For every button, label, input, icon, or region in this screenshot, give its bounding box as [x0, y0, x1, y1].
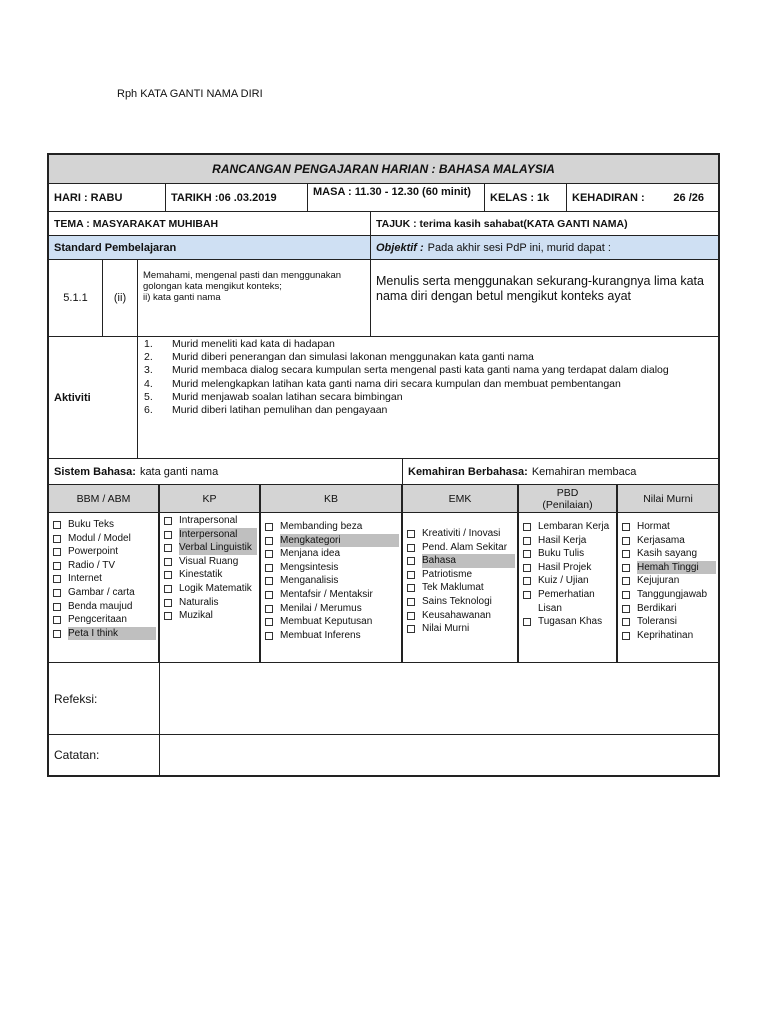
standard-objektif-row — [49, 260, 718, 337]
checkbox-icon[interactable] — [407, 557, 415, 565]
objektif-label: Objektif : — [376, 241, 424, 254]
checkbox-icon[interactable] — [622, 632, 630, 640]
nilai-option[interactable] — [622, 574, 716, 588]
checkbox-icon[interactable] — [164, 612, 172, 620]
kp-list — [164, 514, 257, 623]
checkbox-icon[interactable] — [523, 577, 531, 585]
checkbox-icon[interactable] — [265, 550, 273, 558]
bbm-option-label: Internet — [68, 573, 102, 585]
pbd-option[interactable] — [523, 574, 614, 588]
kb-option[interactable] — [265, 629, 399, 643]
kb-list — [265, 520, 399, 642]
checkbox-icon[interactable] — [53, 575, 61, 583]
info-row — [49, 184, 718, 212]
kb-option-label: Mentafsir / Mentaksir — [280, 588, 373, 600]
kehadiran-label: KEHADIRAN : — [572, 191, 645, 204]
bbm-option[interactable] — [53, 600, 156, 614]
kb-option[interactable] — [265, 574, 399, 588]
bbm-option[interactable] — [53, 559, 156, 573]
hari-cell: HARI : RABU — [49, 184, 166, 211]
tema-row — [49, 212, 718, 236]
aktiviti-step-text: Murid diberi penerangan dan simulasi lakonan menggunakan kata ganti nama — [172, 351, 534, 364]
tema-cell: TEMA : MASYARAKAT MUHIBAH — [49, 212, 371, 235]
checkbox-icon[interactable] — [53, 603, 61, 611]
kp-option[interactable] — [164, 555, 257, 569]
kp-option[interactable] — [164, 541, 257, 555]
pbd-option-label: Kuiz / Ujian — [538, 575, 589, 587]
emk-option[interactable] — [407, 541, 515, 555]
checkbox-icon[interactable] — [622, 618, 630, 626]
pbd-column — [519, 513, 618, 662]
aktiviti-step-text: Murid diberi latihan pemulihan dan pengayaan — [172, 404, 388, 417]
kb-option[interactable] — [265, 547, 399, 561]
catatan-row — [49, 735, 718, 775]
pbd-option[interactable] — [523, 561, 614, 575]
kp-option[interactable] — [164, 596, 257, 610]
bbm-option-label: Peta I think — [68, 627, 156, 641]
checkbox-icon[interactable] — [164, 517, 172, 525]
kp-option[interactable] — [164, 582, 257, 596]
emk-option-label: Keusahawanan — [422, 609, 491, 621]
pbd-option-label: Pemerhatian Lisan — [538, 588, 595, 614]
kp-option-label: Kinestatik — [179, 569, 223, 581]
sistem-kemahiran-row — [49, 459, 718, 485]
nilai-option-label: Kerjasama — [637, 534, 685, 546]
document-title: Rph KATA GANTI NAMA DIRI — [117, 88, 263, 100]
pbd-option[interactable] — [523, 534, 614, 548]
emk-option[interactable] — [407, 568, 515, 582]
emk-option-label: Pend. Alam Sekitar — [422, 541, 508, 553]
checkbox-icon[interactable] — [407, 571, 415, 579]
pbd-option-label: Lembaran Kerja — [538, 521, 610, 532]
category-header-row — [49, 485, 718, 513]
form-header — [49, 155, 718, 184]
category-emk: EMK — [403, 485, 519, 512]
checkbox-icon[interactable] — [622, 577, 630, 585]
kp-option[interactable] — [164, 528, 257, 542]
checkbox-icon[interactable] — [164, 531, 172, 539]
bbm-option[interactable] — [53, 545, 156, 559]
form-header-title: RANCANGAN PENGAJARAN HARIAN : BAHASA MALAYSIA — [212, 162, 555, 176]
emk-option-label: Nilai Murni — [422, 623, 470, 635]
sistem-bahasa-label: Sistem Bahasa: — [54, 465, 136, 478]
checkbox-icon[interactable] — [523, 591, 531, 599]
bbm-option-label: Benda maujud — [68, 600, 133, 612]
aktiviti-step — [144, 351, 712, 364]
kp-column — [160, 513, 261, 662]
aktiviti-step — [144, 338, 712, 351]
kb-column — [261, 513, 403, 662]
kb-option[interactable] — [265, 615, 399, 629]
nilai-option[interactable] — [622, 561, 716, 575]
emk-option-label: Bahasa — [422, 554, 515, 568]
bbm-option[interactable] — [53, 613, 156, 627]
checkbox-icon[interactable] — [523, 550, 531, 558]
checklist-row — [49, 513, 718, 663]
aktiviti-list-cell — [138, 337, 718, 458]
standard-label: Standard Pembelajaran — [49, 236, 371, 259]
checkbox-icon[interactable] — [407, 544, 415, 552]
kp-option-label: Naturalis — [179, 596, 219, 608]
checkbox-icon[interactable] — [164, 571, 172, 579]
emk-option-label: Tek Maklumat — [422, 582, 484, 594]
nilai-option-label: Tanggungjawab — [637, 588, 708, 600]
checkbox-icon[interactable] — [53, 589, 61, 597]
nilai-option[interactable] — [622, 547, 716, 561]
pbd-option[interactable] — [523, 615, 614, 629]
nilai-murni-column — [618, 513, 718, 662]
checkbox-icon[interactable] — [407, 598, 415, 606]
nilai-option-label: Hemah Tinggi — [637, 561, 716, 575]
aktiviti-step — [144, 391, 712, 404]
checkbox-icon[interactable] — [622, 564, 630, 572]
emk-option-label: Sains Teknologi — [422, 595, 492, 607]
checkbox-icon[interactable] — [164, 585, 172, 593]
aktiviti-row — [49, 337, 718, 459]
kb-option-label: Menganalisis — [280, 575, 339, 587]
checkbox-icon[interactable] — [523, 618, 531, 626]
kp-option-label: Logik Matematik — [179, 582, 252, 594]
kp-option[interactable] — [164, 514, 257, 528]
bbm-option[interactable] — [53, 586, 156, 600]
tajuk-cell: TAJUK : terima kasih sahabat(KATA GANTI NAMA) — [376, 217, 628, 230]
checkbox-icon[interactable] — [164, 544, 172, 552]
category-nilai-murni: Nilai Murni — [618, 485, 718, 512]
nilai-option-label: Toleransi — [637, 616, 678, 628]
bbm-option[interactable] — [53, 572, 156, 586]
refleksi-field[interactable] — [160, 663, 718, 734]
checkbox-icon[interactable] — [622, 591, 630, 599]
kp-option-label: Verbal Linguistik — [179, 541, 257, 555]
aktiviti-label: Aktiviti — [49, 337, 138, 458]
pbd-option[interactable] — [523, 547, 614, 561]
kp-option[interactable] — [164, 609, 257, 623]
checkbox-icon[interactable] — [523, 537, 531, 545]
checkbox-icon[interactable] — [622, 550, 630, 558]
nilai-murni-list — [622, 520, 716, 642]
checkbox-icon[interactable] — [53, 548, 61, 556]
checkbox-icon[interactable] — [53, 562, 61, 570]
nilai-option-label: Hormat — [637, 521, 670, 532]
pbd-option[interactable] — [523, 520, 614, 534]
nilai-option-label: Keprihatinan — [637, 629, 694, 641]
bbm-option[interactable] — [53, 532, 156, 546]
aktiviti-step — [144, 378, 712, 391]
aktiviti-step-number: 4. — [144, 377, 153, 390]
refleksi-label: Refeksi: — [49, 663, 160, 734]
sistem-bahasa-cell — [49, 459, 403, 484]
bbm-option-label: Pengceritaan — [68, 614, 127, 626]
refleksi-row — [49, 663, 718, 735]
kb-option-label: Mengkategori — [280, 534, 399, 548]
kb-option-label: Membuat Inferens — [280, 629, 361, 641]
checkbox-icon[interactable] — [407, 612, 415, 620]
aktiviti-step-text: Murid menjawab soalan latihan secara bimbingan — [172, 390, 403, 403]
checkbox-icon[interactable] — [53, 535, 61, 543]
standard-objektif-header — [49, 236, 718, 260]
sp-text: Memahami, mengenal pasti dan menggunakan golongan kata mengikut konteks; ii) kata ganti nama — [138, 260, 371, 336]
emk-option-label: Kreativiti / Inovasi — [422, 528, 501, 539]
kb-option-label: Membanding beza — [280, 521, 363, 532]
checkbox-icon[interactable] — [622, 537, 630, 545]
nilai-option[interactable] — [622, 615, 716, 629]
emk-option[interactable] — [407, 554, 515, 568]
checkbox-icon[interactable] — [622, 605, 630, 613]
aktiviti-list — [144, 338, 712, 417]
emk-option-label: Patriotisme — [422, 568, 473, 580]
emk-option[interactable] — [407, 622, 515, 636]
category-kb: KB — [261, 485, 403, 512]
lesson-plan-form — [47, 153, 720, 777]
kelas-cell: KELAS : 1k — [485, 184, 567, 211]
checkbox-icon[interactable] — [53, 616, 61, 624]
checkbox-icon[interactable] — [265, 577, 273, 585]
aktiviti-step — [144, 364, 712, 377]
emk-option[interactable] — [407, 581, 515, 595]
checkbox-icon[interactable] — [265, 632, 273, 640]
kp-option-label: Visual Ruang — [179, 555, 239, 567]
kemahiran-label: Kemahiran Berbahasa: — [408, 465, 528, 478]
kp-option[interactable] — [164, 568, 257, 582]
masa-cell: MASA : 11.30 - 12.30 (60 minit) — [308, 184, 485, 211]
kb-option[interactable] — [265, 588, 399, 602]
kemahiran-cell — [403, 459, 718, 484]
bbm-option-label: Buku Teks — [68, 519, 114, 530]
category-bbm: BBM / ABM — [49, 485, 160, 512]
kb-option[interactable] — [265, 534, 399, 548]
kehadiran-cell — [567, 184, 718, 211]
objektif-intro: Pada akhir sesi PdP ini, murid dapat : — [427, 241, 611, 254]
aktiviti-step-number: 5. — [144, 390, 153, 403]
pbd-option-label: Hasil Kerja — [538, 534, 587, 546]
checkbox-icon[interactable] — [265, 605, 273, 613]
bbm-option-label: Gambar / carta — [68, 586, 135, 598]
checkbox-icon[interactable] — [523, 564, 531, 572]
checkbox-icon[interactable] — [164, 558, 172, 566]
checkbox-icon[interactable] — [265, 591, 273, 599]
nilai-option[interactable] — [622, 602, 716, 616]
objektif-text: Menulis serta menggunakan sekurang-kurangnya lima kata nama diri dengan betul mengikut konteks ayat — [376, 274, 704, 303]
emk-option[interactable] — [407, 595, 515, 609]
catatan-field[interactable] — [160, 735, 718, 775]
category-pbd: PBD (Penilaian) — [519, 485, 618, 512]
bbm-option[interactable] — [53, 518, 156, 532]
catatan-label: Catatan: — [49, 735, 160, 775]
aktiviti-step-text: Murid melengkapkan latihan kata ganti nama diri secara kumpulan dan membuat pembentangan — [172, 377, 621, 390]
emk-option[interactable] — [407, 609, 515, 623]
checkbox-icon[interactable] — [53, 630, 61, 638]
pbd-option-label: Buku Tulis — [538, 548, 585, 560]
nilai-option[interactable] — [622, 629, 716, 643]
aktiviti-step-number: 1. — [144, 338, 153, 350]
pbd-option[interactable] — [523, 588, 614, 615]
kb-option[interactable] — [265, 602, 399, 616]
kb-option-label: Membuat Keputusan — [280, 616, 373, 628]
checkbox-icon[interactable] — [407, 530, 415, 538]
category-kp: KP — [160, 485, 261, 512]
bbm-column — [49, 513, 160, 662]
bbm-option-label: Modul / Model — [68, 532, 131, 544]
bbm-option-label: Powerpoint — [68, 546, 119, 558]
nilai-option[interactable] — [622, 588, 716, 602]
aktiviti-step-number: 6. — [144, 404, 153, 417]
aktiviti-step — [144, 404, 712, 417]
kb-option[interactable] — [265, 561, 399, 575]
checkbox-icon[interactable] — [523, 523, 531, 531]
pbd-option-label: Tugasan Khas — [538, 616, 603, 628]
emk-list — [407, 527, 515, 636]
nilai-option[interactable] — [622, 534, 716, 548]
nilai-option-label: Kejujuran — [637, 575, 680, 587]
tarikh-cell: TARIKH :06 .03.2019 — [166, 184, 308, 211]
objektif-header-cell — [371, 236, 718, 259]
checkbox-icon[interactable] — [407, 584, 415, 592]
checkbox-icon[interactable] — [164, 599, 172, 607]
kb-option-label: Menjana idea — [280, 548, 341, 560]
sistem-bahasa-value: kata ganti nama — [139, 465, 219, 478]
checkbox-icon[interactable] — [265, 564, 273, 572]
emk-column — [403, 513, 519, 662]
checkbox-icon[interactable] — [407, 625, 415, 633]
sp-sub: (ii) — [103, 260, 138, 336]
bbm-option-label: Radio / TV — [68, 559, 116, 571]
kehadiran-value: 26 /26 — [673, 191, 704, 204]
pbd-option-label: Hasil Projek — [538, 561, 592, 573]
pbd-list — [523, 520, 614, 629]
kb-option[interactable] — [265, 520, 399, 534]
checkbox-icon[interactable] — [622, 523, 630, 531]
kemahiran-value: Kemahiran membaca — [531, 465, 637, 478]
checkbox-icon[interactable] — [265, 537, 273, 545]
checkbox-icon[interactable] — [265, 523, 273, 531]
aktiviti-step-number: 3. — [144, 364, 153, 377]
kp-option-label: Muzikal — [179, 610, 213, 622]
kb-option-label: Mengsintesis — [280, 561, 339, 573]
nilai-option[interactable] — [622, 520, 716, 534]
kp-option-label: Interpersonal — [179, 528, 257, 542]
aktiviti-step-number: 2. — [144, 351, 153, 364]
emk-option[interactable] — [407, 527, 515, 541]
bbm-option[interactable] — [53, 627, 156, 641]
bbm-list — [53, 518, 156, 640]
sp-code: 5.1.1 — [49, 260, 103, 336]
aktiviti-step-text: Murid membaca dialog secara kumpulan serta mengenal pasti kata ganti nama yang terdapat dalam dialog — [172, 364, 669, 377]
aktiviti-step-text: Murid meneliti kad kata di hadapan — [172, 338, 335, 350]
kp-option-label: Intrapersonal — [179, 515, 238, 526]
nilai-option-label: Kasih sayang — [637, 548, 698, 560]
checkbox-icon[interactable] — [53, 521, 61, 529]
nilai-option-label: Berdikari — [637, 602, 677, 614]
checkbox-icon[interactable] — [265, 618, 273, 626]
kb-option-label: Menilai / Merumus — [280, 602, 362, 614]
